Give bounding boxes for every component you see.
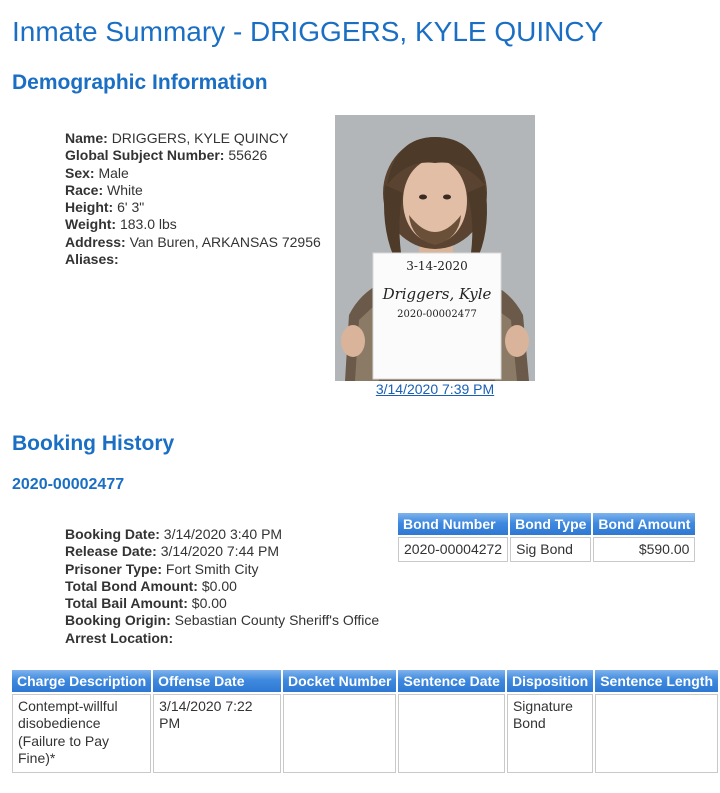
field-booking-origin [65,612,379,629]
bond-header-cell: Bond Number [398,513,508,535]
charge-header-cell: Sentence Length [595,670,718,692]
bond-table [396,511,697,564]
sign-name: Driggers, Kyle [382,285,492,303]
field-label: Weight: [65,216,117,233]
field-label: Booking Date: [65,526,160,542]
mugshot-photo [335,115,535,381]
sentence-date-cell [398,694,504,773]
table-row [12,694,718,773]
field-arrest-location [65,630,379,647]
bond-header-row [398,513,695,535]
field-label: Aliases: [65,251,119,268]
demographic-fields [65,130,321,268]
field-label: Arrest Location: [65,629,174,646]
bond-type-cell: Sig Bond [510,537,591,562]
field-label: Booking Origin: [65,612,171,629]
field-height [65,199,321,216]
offense-date-cell: 3/14/2020 7:22 PM [153,694,281,773]
field-value: White [107,181,143,198]
field-weight [65,216,321,233]
demographic-heading: Demographic Information [12,71,268,94]
field-label: Prisoner Type: [65,560,162,577]
field-value: $0.00 [191,595,227,612]
field-value: Van Buren, ARKANSAS 72956 [129,233,321,250]
field-label: Name: [65,130,108,146]
field-release-date [65,543,379,560]
field-value: 6' 3" [117,199,145,216]
field-value: 183.0 lbs [119,216,177,233]
field-value: $0.00 [201,577,237,594]
field-value: 3/14/2020 7:44 PM [160,543,280,560]
field-value: Sebastian County Sheriff's Office [174,612,380,629]
table-row [398,537,695,562]
sign-booking-number: 2020-00002477 [397,309,477,320]
field-label: Height: [65,199,114,216]
booking-number-heading: 2020-00002477 [12,476,125,493]
field-name [65,130,321,147]
field-label: Global Subject Number: [65,147,225,164]
field-label: Address: [65,233,126,250]
field-value: Fort Smith City [165,560,259,577]
field-total-bail-amount [65,595,379,612]
field-label: Total Bail Amount: [65,595,188,612]
bond-header-cell: Bond Type [510,513,591,535]
field-label: Sex: [65,164,95,181]
charge-header-cell: Sentence Date [398,670,504,692]
field-aliases [65,251,321,268]
field-label: Release Date: [65,543,157,560]
bond-amount-cell: $590.00 [593,537,695,562]
field-sex [65,165,321,182]
page-title: Inmate Summary - DRIGGERS, KYLE QUINCY [12,16,604,47]
field-value: 55626 [228,147,268,164]
field-label: Total Bond Amount: [65,577,198,594]
field-label: Race: [65,181,104,198]
sign-date: 3-14-2020 [406,259,468,273]
booking-fields [65,526,379,647]
disposition-cell: Signature Bond [507,694,593,773]
charge-header-row [12,670,718,692]
field-race [65,182,321,199]
booking-history-heading: Booking History [12,432,175,455]
field-value: Male [98,164,129,181]
field-booking-date [65,526,379,543]
field-global-subject-number [65,147,321,164]
sentence-length-cell [595,694,718,773]
charge-header-cell: Offense Date [153,670,281,692]
field-prisoner-type [65,561,379,578]
charge-header-cell: Disposition [507,670,593,692]
bond-number-cell: 2020-00004272 [398,537,508,562]
field-address [65,234,321,251]
mugshot-illustration [335,115,535,381]
field-total-bond-amount [65,578,379,595]
charge-table [10,668,720,775]
docket-number-cell [283,694,396,773]
bond-header-cell: Bond Amount [593,513,695,535]
charge-header-cell: Charge Description [12,670,151,692]
charge-description-cell: Contempt-willful disobedience (Failure to Pay Fine)* [12,694,151,773]
charge-header-cell: Docket Number [283,670,396,692]
field-value: DRIGGERS, KYLE QUINCY [111,130,289,146]
photo-date-link[interactable]: 3/14/2020 7:39 PM [375,381,495,397]
field-value: 3/14/2020 3:40 PM [163,526,283,542]
